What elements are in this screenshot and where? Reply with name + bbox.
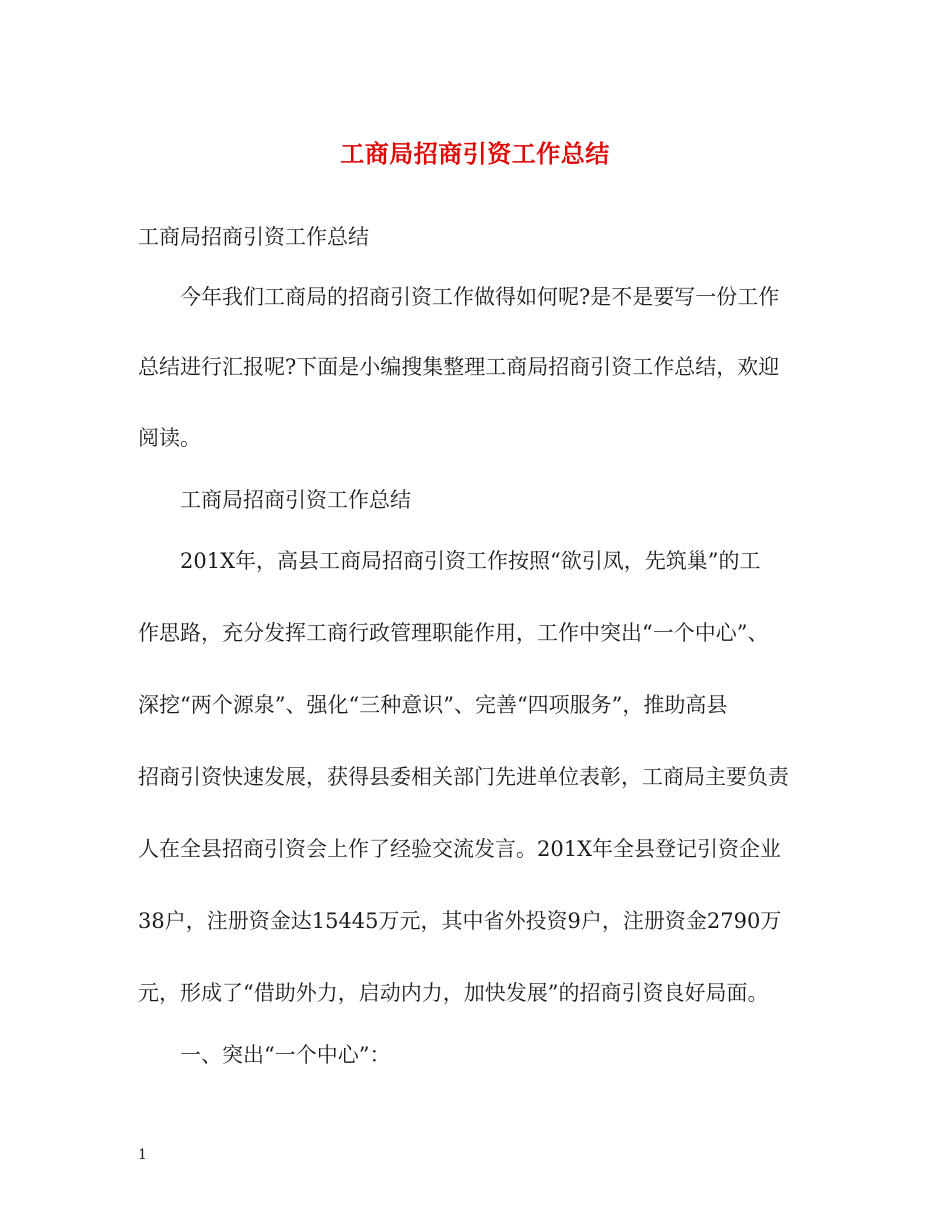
- paragraph-line: 元，形成了“借助外力，启动内力，加快发展”的招商引资良好局面。: [138, 981, 769, 1005]
- paragraph-line: 阅读。: [138, 426, 201, 450]
- section-heading: 一、突出“一个中心”：: [180, 1043, 391, 1067]
- paragraph-line: 招商引资快速发展，获得县委相关部门先进单位表彰，工商局主要负责: [138, 765, 789, 789]
- paragraph-line: 作思路，充分发挥工商行政管理职能作用，工作中突出“一个中心”、: [138, 621, 769, 645]
- paragraph-line: 38户，注册资金达15445万元，其中省外投资9户，注册资金2790万: [138, 909, 782, 933]
- paragraph-line: 总结进行汇报呢?下面是小编搜集整理工商局招商引资工作总结，欢迎: [138, 355, 780, 379]
- paragraph-line: 今年我们工商局的招商引资工作做得如何呢?是不是要写一份工作: [180, 285, 780, 309]
- paragraph-line: 201X年，高县工商局招商引资工作按照“欲引凤，先筑巢”的工: [180, 549, 761, 573]
- paragraph-line: 深挖“两个源泉”、强化“三种意识”、完善“四项服务”，推助高县: [138, 693, 728, 717]
- paragraph-line: 人在全县招商引资会上作了经验交流发言。201X年全县登记引资企业: [138, 837, 782, 861]
- document-title: 工商局招商引资工作总结: [340, 139, 610, 168]
- document-subtitle: 工商局招商引资工作总结: [138, 225, 369, 249]
- section-heading: 工商局招商引资工作总结: [180, 488, 411, 512]
- page-number: 1: [138, 1147, 147, 1163]
